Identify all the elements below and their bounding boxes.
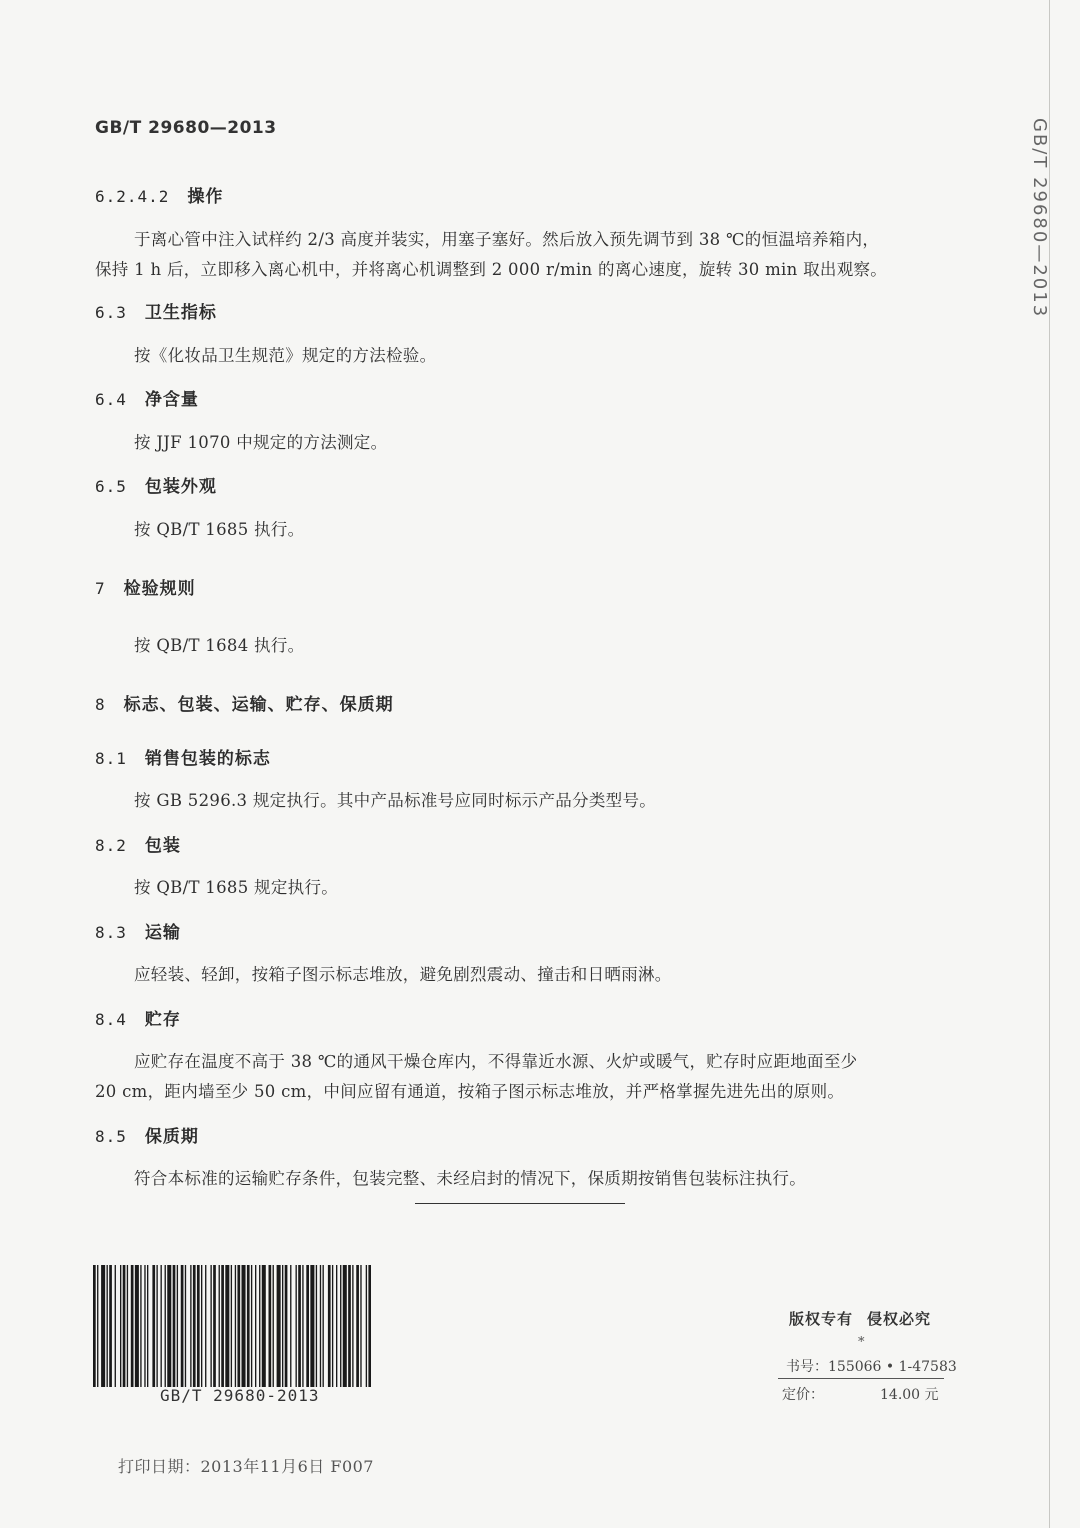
barcode-bar [101,1265,105,1387]
heading-6-5 [95,472,217,497]
paragraph-6-5: 按 QB/T 1685 执行。 [134,520,305,539]
barcode-bar [273,1265,274,1387]
heading-8-3 [95,918,181,943]
barcode-bar [320,1265,321,1387]
section-title: 净含量 [144,390,199,410]
paragraph-8-1: 按 GB 5296.3 规定执行。其中产品标准号应同时标示产品分类型号。 [134,791,657,810]
barcode-bar [348,1265,351,1387]
paragraph-8-5: 符合本标准的运输贮存条件，包装完整、未经启封的情况下，保质期按销售包装标注执行。 [134,1169,806,1188]
paragraph-7: 按 QB/T 1684 执行。 [134,636,305,655]
barcode-bar [231,1265,232,1387]
barcode-bar [298,1265,301,1387]
barcode-bar [343,1265,347,1387]
barcode-bar [221,1265,224,1387]
barcode-bar [360,1265,361,1387]
book-number: 书号：155066 • 1-47583 [786,1359,957,1375]
section-number: 8.2 [95,836,127,855]
barcode-bar [235,1265,236,1387]
barcode-bar [177,1265,178,1387]
barcode-bar [97,1265,98,1387]
barcode-bar [259,1265,260,1387]
barcode-bar [115,1265,116,1387]
barcode-bar [242,1265,246,1387]
barcode-bar [193,1265,196,1387]
barcode-bar [109,1265,112,1387]
price-value: 14.00 元 [880,1387,939,1403]
paragraph-6-4: 按 JJF 1070 中规定的方法测定。 [134,433,388,452]
standard-code-header: GB/T 29680—2013 [95,118,277,138]
barcode-bar [123,1265,126,1387]
section-title: 检验规则 [123,579,196,599]
barcode-bar [173,1265,176,1387]
section-title: 卫生指标 [144,303,217,323]
section-title: 包装 [144,836,181,856]
barcode-bar [190,1265,191,1387]
print-date: 打印日期：2013年11月6日 F007 [118,1457,374,1476]
barcode-bar [366,1265,367,1387]
barcode-bar [296,1265,297,1387]
copyright-text-2: 侵权必究 [867,1310,932,1328]
barcode-bar [247,1265,250,1387]
section-title: 包装外观 [144,477,217,497]
paragraph-8-2: 按 QB/T 1685 规定执行。 [134,878,339,897]
section-number: 6.3 [95,303,127,322]
barcode-bar [152,1265,155,1387]
paragraph-8-4-line2: 20 cm，距内墙至少 50 cm，中间应留有通道，按箱子图示标志堆放，并严格掌握先进先出的原则。 [95,1082,845,1101]
barcode-bar [323,1265,324,1387]
barcode-bar [368,1265,371,1387]
section-number: 8.1 [95,749,127,768]
barcode-bar [332,1265,333,1387]
section-title: 标志、包装、运输、贮存、保质期 [123,695,394,715]
paragraph-8-4-line1: 应贮存在温度不高于 38 ℃的通风干燥仓库内，不得靠近水源、火炉或暖气，贮存时应距地面至少 [134,1052,858,1071]
barcode-bar [282,1265,283,1387]
barcode-bar [131,1265,134,1387]
star-separator: * [858,1335,865,1350]
heading-6-2-4-2 [95,182,223,207]
barcode-bar [213,1265,216,1387]
barcode-bar [156,1265,157,1387]
section-title: 操作 [187,187,224,207]
barcode [93,1265,371,1387]
barcode-bar [269,1265,272,1387]
barcode-bar [181,1265,184,1387]
barcode-bar [93,1265,96,1387]
heading-8 [95,690,394,715]
barcode-bar [140,1265,141,1387]
paragraph-6-3: 按《化妆品卫生规范》规定的方法检验。 [134,346,437,365]
barcode-bar [328,1265,331,1387]
heading-8-1 [95,744,271,769]
barcode-bar [310,1265,314,1387]
barcode-bar [316,1265,317,1387]
section-number: 6.2.4.2 [95,187,170,206]
barcode-bar [197,1265,200,1387]
section-title: 保质期 [144,1127,199,1147]
barcode-bar [302,1265,303,1387]
barcode-bar [147,1265,148,1387]
heading-8-2 [95,831,181,856]
paragraph-6-2-4-2-line2: 保持 1 h 后，立即移入离心机中，并将离心机调整到 2 000 r/min 的离心速度，旋转 30 min 取出观察。 [95,260,888,279]
section-number: 6.5 [95,477,127,496]
section-title: 运输 [144,923,181,943]
barcode-bar [201,1265,202,1387]
barcode-bar [185,1265,186,1387]
barcode-bar [120,1265,121,1387]
section-number: 6.4 [95,390,127,409]
heading-8-4 [95,1005,181,1030]
heading-8-5 [95,1122,199,1147]
barcode-bar [225,1265,229,1387]
barcode-bar [356,1265,359,1387]
price-label: 定价： [782,1387,824,1403]
barcode-bar [161,1265,162,1387]
section-number: 8 [95,695,106,714]
barcode-bar [135,1265,139,1387]
copyright-notice [789,1308,931,1329]
section-number: 8.5 [95,1127,127,1146]
barcode-bar [237,1265,240,1387]
copyright-text-1: 版权专有 [789,1310,854,1328]
section-number: 7 [95,579,106,598]
section-number: 8.3 [95,923,127,942]
section-title: 贮存 [144,1010,181,1030]
barcode-bar [290,1265,291,1387]
barcode-bar [205,1265,206,1387]
end-of-text-rule [415,1203,625,1204]
barcode-bar [210,1265,211,1387]
paragraph-8-3: 应轻装、轻卸，按箱子图示标志堆放，避免剧烈震动、撞击和日晒雨淋。 [134,965,672,984]
barcode-bar [306,1265,309,1387]
barcode-bar [255,1265,256,1387]
heading-6-4 [95,385,199,410]
edge-standard-code: GB/T 29680—2013 [1029,118,1050,318]
barcode-bar [340,1265,341,1387]
barcode-bar [352,1265,353,1387]
barcode-bar [277,1265,281,1387]
barcode-bar [107,1265,108,1387]
section-number: 8.4 [95,1010,127,1029]
barcode-bar [165,1265,166,1387]
barcode-bar [144,1265,145,1387]
paragraph-6-2-4-2-line1: 于离心管中注入试样约 2/3 高度并装实，用塞子塞好。然后放入预先调节到 38 ℃的恒温培养箱内， [134,230,880,249]
barcode-bar [285,1265,288,1387]
barcode-bar [127,1265,128,1387]
barcode-bar [219,1265,220,1387]
barcode-bar [167,1265,171,1387]
heading-6-3 [95,298,217,323]
price-divider [778,1378,944,1379]
barcode-bar [336,1265,337,1387]
section-title: 销售包装的标志 [144,749,271,769]
barcode-bar [251,1265,252,1387]
barcode-number: GB/T 29680-2013 [160,1386,320,1405]
barcode-bar [262,1265,266,1387]
heading-7 [95,574,196,599]
